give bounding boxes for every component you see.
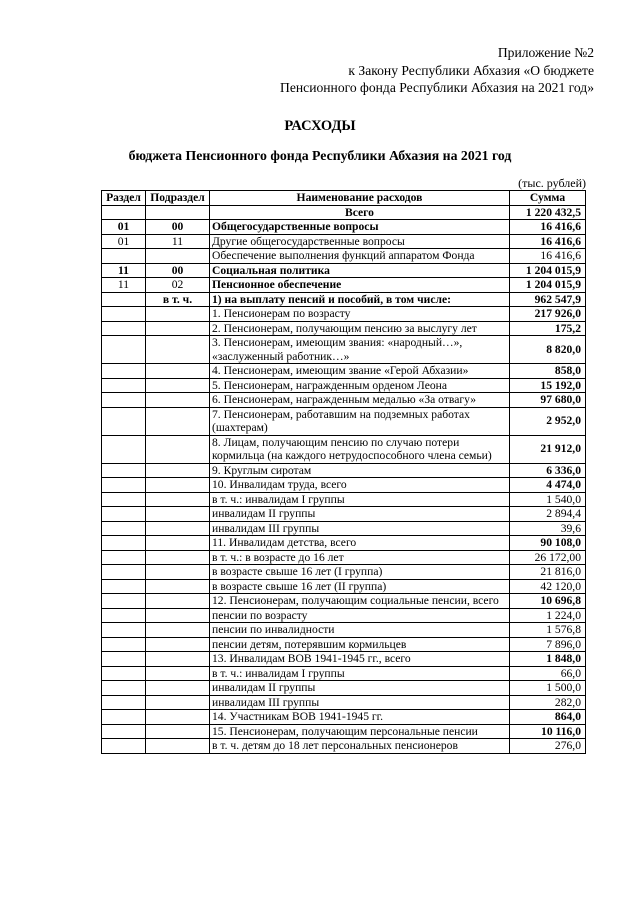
table-row	[102, 652, 586, 667]
expense-name-cell: инвалидам II группы	[210, 507, 510, 522]
table-row	[102, 579, 586, 594]
section-cell	[102, 637, 146, 652]
expense-name-cell: 10. Инвалидам труда, всего	[210, 478, 510, 493]
amount-cell: 10 696,8	[510, 594, 586, 609]
table-row	[102, 263, 586, 278]
table-row	[102, 478, 586, 493]
expense-name-cell: 1. Пенсионерам по возрасту	[210, 307, 510, 322]
amount-cell: 21 816,0	[510, 565, 586, 580]
expense-name-cell: 11. Инвалидам детства, всего	[210, 536, 510, 551]
expense-name-cell: Социальная политика	[210, 263, 510, 278]
table-row	[102, 234, 586, 249]
table-row	[102, 536, 586, 551]
amount-cell: 282,0	[510, 695, 586, 710]
subsection-cell: 11	[146, 234, 210, 249]
subsection-cell	[146, 435, 210, 463]
expense-name-cell: Другие общегосударственные вопросы	[210, 234, 510, 249]
expense-name-cell: 4. Пенсионерам, имеющим звание «Герой Абхазии»	[210, 364, 510, 379]
amount-cell: 6 336,0	[510, 463, 586, 478]
table-row	[102, 278, 586, 293]
section-cell	[102, 594, 146, 609]
table-row	[102, 407, 586, 435]
table-row	[102, 378, 586, 393]
table-row	[102, 594, 586, 609]
table-row	[102, 550, 586, 565]
subsection-cell	[146, 623, 210, 638]
appendix-line-2: к Закону Республики Абхазия «О бюджете	[348, 62, 594, 78]
subsection-cell	[146, 507, 210, 522]
document-subtitle: бюджета Пенсионного фонда Республики Абхазия на 2021 год	[128, 148, 512, 163]
subsection-cell	[146, 407, 210, 435]
subsection-cell	[146, 710, 210, 725]
subsection-cell	[146, 608, 210, 623]
amount-cell: 1 848,0	[510, 652, 586, 667]
expense-name-cell: пенсии по возрасту	[210, 608, 510, 623]
header-amount: Сумма	[510, 191, 586, 206]
table-header-row	[102, 191, 586, 206]
expense-name-cell: в т. ч.: в возрасте до 16 лет	[210, 550, 510, 565]
expense-name-cell: 3. Пенсионерам, имеющим звания: «народный…», «заслуженный работник…»	[210, 336, 510, 364]
expense-name-cell: 12. Пенсионерам, получающим социальные пенсии, всего	[210, 594, 510, 609]
expense-name-cell: 13. Инвалидам ВОВ 1941-1945 гг., всего	[210, 652, 510, 667]
table-row	[102, 205, 586, 220]
amount-cell: 1 204 015,9	[510, 263, 586, 278]
expense-name-cell: пенсии по инвалидности	[210, 623, 510, 638]
amount-cell: 42 120,0	[510, 579, 586, 594]
table-row	[102, 739, 586, 754]
section-cell	[102, 565, 146, 580]
amount-cell: 39,6	[510, 521, 586, 536]
subsection-cell	[146, 321, 210, 336]
subsection-cell	[146, 579, 210, 594]
section-cell	[102, 681, 146, 696]
table-row	[102, 623, 586, 638]
section-cell	[102, 492, 146, 507]
subsection-cell	[146, 666, 210, 681]
expense-name-cell: 7. Пенсионерам, работавшим на подземных работах (шахтерам)	[210, 407, 510, 435]
expense-name-cell: в т. ч. детям до 18 лет персональных пенсионеров	[210, 739, 510, 754]
table-row	[102, 507, 586, 522]
amount-cell: 16 416,6	[510, 249, 586, 264]
expense-name-cell: в т. ч.: инвалидам I группы	[210, 666, 510, 681]
section-cell	[102, 435, 146, 463]
table-row	[102, 364, 586, 379]
amount-cell: 2 952,0	[510, 407, 586, 435]
section-cell	[102, 623, 146, 638]
table-row	[102, 492, 586, 507]
amount-cell: 175,2	[510, 321, 586, 336]
table-row	[102, 336, 586, 364]
header-section: Раздел	[102, 191, 146, 206]
document-title: РАСХОДЫ	[284, 118, 356, 134]
table-row	[102, 666, 586, 681]
expense-name-cell: 6. Пенсионерам, награжденным медалью «За отвагу»	[210, 393, 510, 408]
subsection-cell	[146, 307, 210, 322]
expense-name-cell: 1) на выплату пенсий и пособий, в том числе:	[210, 292, 510, 307]
amount-cell: 26 172,00	[510, 550, 586, 565]
section-cell	[102, 364, 146, 379]
expenses-table	[101, 190, 586, 754]
subsection-cell	[146, 681, 210, 696]
amount-cell: 2 894,4	[510, 507, 586, 522]
appendix-note	[280, 44, 594, 97]
table-row	[102, 681, 586, 696]
section-cell	[102, 652, 146, 667]
section-cell	[102, 507, 146, 522]
subsection-cell: 02	[146, 278, 210, 293]
amount-cell: 962 547,9	[510, 292, 586, 307]
amount-cell: 1 540,0	[510, 492, 586, 507]
subsection-cell	[146, 565, 210, 580]
table-row	[102, 321, 586, 336]
section-cell	[102, 463, 146, 478]
section-cell	[102, 536, 146, 551]
amount-cell: 1 220 432,5	[510, 205, 586, 220]
section-cell	[102, 321, 146, 336]
section-cell	[102, 579, 146, 594]
amount-cell: 864,0	[510, 710, 586, 725]
subsection-cell	[146, 205, 210, 220]
header-subsection: Подраздел	[146, 191, 210, 206]
expense-name-cell: в возрасте свыше 16 лет (I группа)	[210, 565, 510, 580]
units-note: (тыс. рублей)	[518, 176, 586, 190]
table-row	[102, 463, 586, 478]
header-name: Наименование расходов	[210, 191, 510, 206]
expense-name-cell: пенсии детям, потерявшим кормильцев	[210, 637, 510, 652]
subsection-cell	[146, 695, 210, 710]
table-row	[102, 435, 586, 463]
section-cell	[102, 407, 146, 435]
amount-cell: 21 912,0	[510, 435, 586, 463]
section-cell: 01	[102, 234, 146, 249]
section-cell	[102, 550, 146, 565]
subsection-cell	[146, 521, 210, 536]
expense-name-cell: 2. Пенсионерам, получающим пенсию за выслугу лет	[210, 321, 510, 336]
subsection-cell	[146, 463, 210, 478]
section-cell	[102, 724, 146, 739]
expense-name-cell: Всего	[210, 205, 510, 220]
section-cell	[102, 608, 146, 623]
amount-cell: 276,0	[510, 739, 586, 754]
section-cell	[102, 307, 146, 322]
amount-cell: 16 416,6	[510, 220, 586, 235]
section-cell	[102, 205, 146, 220]
section-cell	[102, 521, 146, 536]
amount-cell: 4 474,0	[510, 478, 586, 493]
amount-cell: 1 576,8	[510, 623, 586, 638]
section-cell	[102, 292, 146, 307]
subsection-cell	[146, 393, 210, 408]
subsection-cell	[146, 249, 210, 264]
table-row	[102, 521, 586, 536]
expense-name-cell: в возрасте свыше 16 лет (II группа)	[210, 579, 510, 594]
table-row	[102, 608, 586, 623]
section-cell	[102, 710, 146, 725]
table-row	[102, 307, 586, 322]
section-cell	[102, 336, 146, 364]
expense-name-cell: Пенсионное обеспечение	[210, 278, 510, 293]
amount-cell: 10 116,0	[510, 724, 586, 739]
subsection-cell	[146, 364, 210, 379]
section-cell: 11	[102, 278, 146, 293]
table-row	[102, 637, 586, 652]
expense-name-cell: 9. Круглым сиротам	[210, 463, 510, 478]
expense-name-cell: 14. Участникам ВОВ 1941-1945 гг.	[210, 710, 510, 725]
amount-cell: 1 204 015,9	[510, 278, 586, 293]
table-body	[102, 205, 586, 753]
section-cell	[102, 478, 146, 493]
table-row	[102, 565, 586, 580]
appendix-line-3: Пенсионного фонда Республики Абхазия на 2021 год»	[280, 80, 594, 95]
amount-cell: 217 926,0	[510, 307, 586, 322]
subsection-cell	[146, 478, 210, 493]
expense-name-cell: Общегосударственные вопросы	[210, 220, 510, 235]
amount-cell: 66,0	[510, 666, 586, 681]
subsection-cell	[146, 724, 210, 739]
section-cell	[102, 249, 146, 264]
subsection-cell	[146, 739, 210, 754]
amount-cell: 1 500,0	[510, 681, 586, 696]
amount-cell: 8 820,0	[510, 336, 586, 364]
table-row	[102, 220, 586, 235]
subsection-cell	[146, 637, 210, 652]
subsection-cell	[146, 378, 210, 393]
expense-name-cell: 5. Пенсионерам, награжденным орденом Леона	[210, 378, 510, 393]
section-cell	[102, 666, 146, 681]
section-cell: 01	[102, 220, 146, 235]
table-row	[102, 292, 586, 307]
amount-cell: 15 192,0	[510, 378, 586, 393]
appendix-line-1: Приложение №2	[497, 45, 594, 60]
amount-cell: 90 108,0	[510, 536, 586, 551]
expense-name-cell: 15. Пенсионерам, получающим персональные пенсии	[210, 724, 510, 739]
amount-cell: 97 680,0	[510, 393, 586, 408]
expense-name-cell: в т. ч.: инвалидам I группы	[210, 492, 510, 507]
amount-cell: 16 416,6	[510, 234, 586, 249]
subsection-cell	[146, 536, 210, 551]
amount-cell: 7 896,0	[510, 637, 586, 652]
section-cell	[102, 393, 146, 408]
table-row	[102, 695, 586, 710]
expense-name-cell: инвалидам III группы	[210, 695, 510, 710]
table-row	[102, 393, 586, 408]
subsection-cell: в т. ч.	[146, 292, 210, 307]
subsection-cell: 00	[146, 220, 210, 235]
expense-name-cell: 8. Лицам, получающим пенсию по случаю потери кормильца (на каждого нетрудоспособного члена семьи)	[210, 435, 510, 463]
subsection-cell	[146, 336, 210, 364]
expense-name-cell: инвалидам II группы	[210, 681, 510, 696]
expense-name-cell: Обеспечение выполнения функций аппаратом Фонда	[210, 249, 510, 264]
section-cell	[102, 378, 146, 393]
expense-name-cell: инвалидам III группы	[210, 521, 510, 536]
amount-cell: 858,0	[510, 364, 586, 379]
subsection-cell	[146, 492, 210, 507]
section-cell: 11	[102, 263, 146, 278]
section-cell	[102, 739, 146, 754]
subsection-cell	[146, 550, 210, 565]
subsection-cell	[146, 594, 210, 609]
table-row	[102, 249, 586, 264]
subsection-cell: 00	[146, 263, 210, 278]
table-row	[102, 710, 586, 725]
subsection-cell	[146, 652, 210, 667]
amount-cell: 1 224,0	[510, 608, 586, 623]
table-row	[102, 724, 586, 739]
section-cell	[102, 695, 146, 710]
